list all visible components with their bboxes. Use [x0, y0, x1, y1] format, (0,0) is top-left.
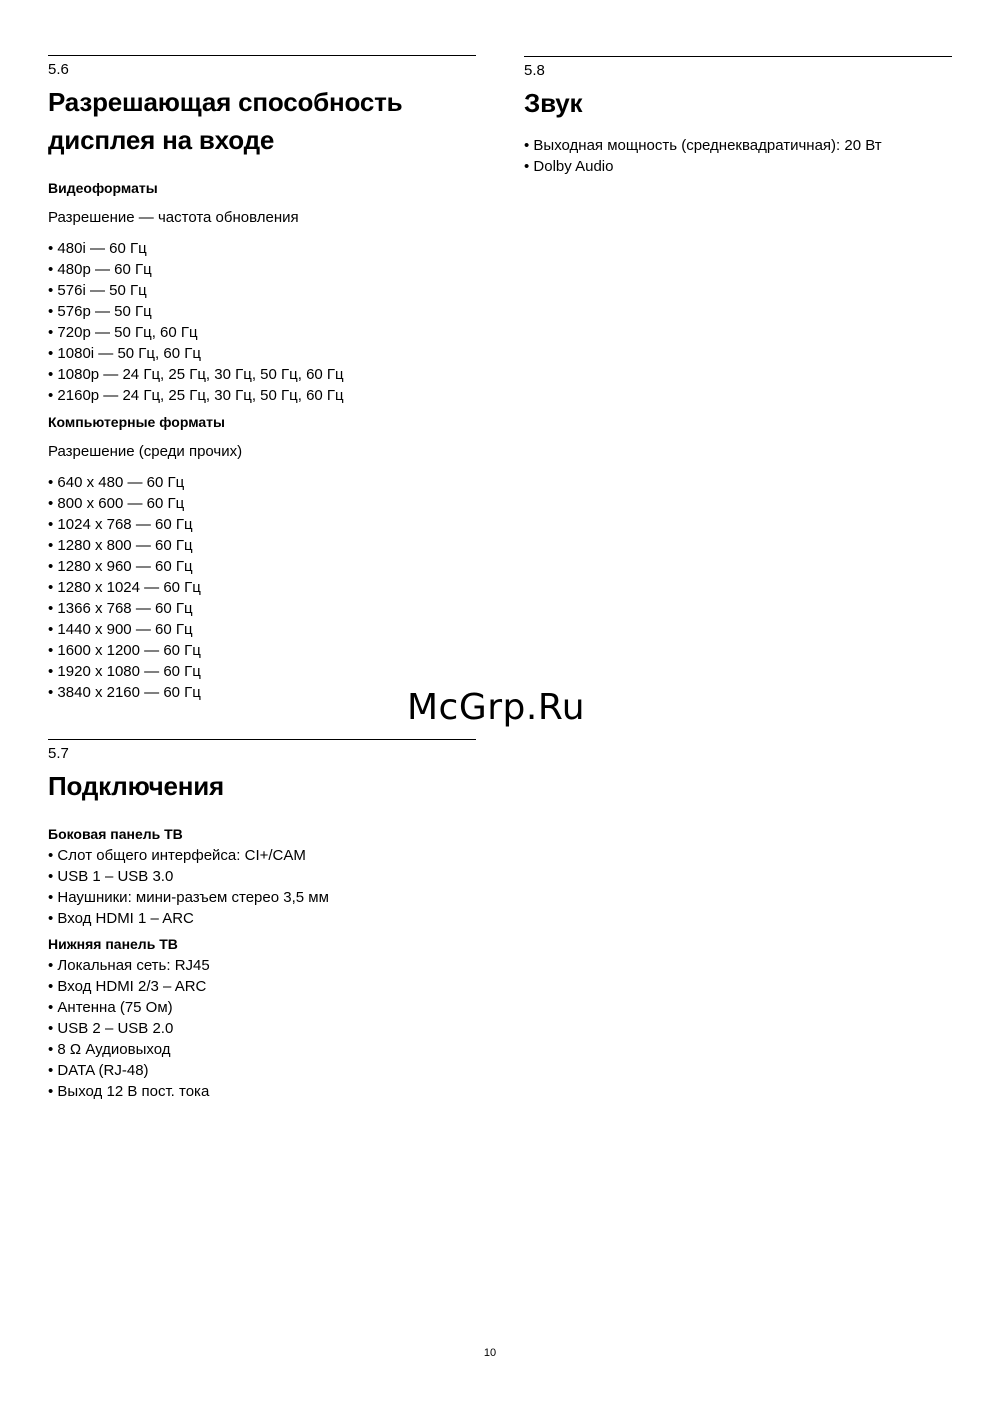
list-item: • 720p — 50 Гц, 60 Гц: [48, 322, 344, 343]
section-rule-5-7: [48, 739, 476, 740]
list-item: • 1280 x 800 — 60 Гц: [48, 535, 201, 556]
video-formats-heading: Видеоформаты: [48, 180, 158, 196]
list-item: • 8 Ω Аудиовыход: [48, 1039, 210, 1060]
list-item: • 480i — 60 Гц: [48, 238, 344, 259]
list-item: • USB 1 – USB 3.0: [48, 866, 329, 887]
list-item: • Dolby Audio: [524, 156, 882, 177]
list-item: • 1600 x 1200 — 60 Гц: [48, 640, 201, 661]
computer-formats-list: [48, 472, 201, 703]
section-number-5-6: 5.6: [48, 61, 69, 78]
video-formats-intro: Разрешение — частота обновления: [48, 209, 299, 226]
list-item: • Выход 12 В пост. тока: [48, 1081, 210, 1102]
list-item: • 1440 x 900 — 60 Гц: [48, 619, 201, 640]
list-item: • 640 x 480 — 60 Гц: [48, 472, 201, 493]
page-number: 10: [483, 1347, 497, 1359]
list-item: • Слот общего интерфейса: CI+/CAM: [48, 845, 329, 866]
watermark: McGrp.Ru: [407, 687, 586, 728]
section-number-5-8: 5.8: [524, 62, 545, 79]
list-item: • 1080i — 50 Гц, 60 Гц: [48, 343, 344, 364]
list-item: • 576p — 50 Гц: [48, 301, 344, 322]
section-rule-5-6: [48, 55, 476, 56]
list-item: • DATA (RJ-48): [48, 1060, 210, 1081]
list-item: • Антенна (75 Ом): [48, 997, 210, 1018]
list-item: • 800 x 600 — 60 Гц: [48, 493, 201, 514]
list-item: • 1024 x 768 — 60 Гц: [48, 514, 201, 535]
side-panel-list: [48, 845, 329, 929]
list-item: • 2160p — 24 Гц, 25 Гц, 30 Гц, 50 Гц, 60 Гц: [48, 385, 344, 406]
computer-formats-heading: Компьютерные форматы: [48, 414, 225, 430]
section-title-5-6-line1: Разрешающая способность: [48, 87, 403, 117]
list-item: • 1920 x 1080 — 60 Гц: [48, 661, 201, 682]
list-item: • Вход HDMI 2/3 – ARC: [48, 976, 210, 997]
section-rule-5-8: [524, 56, 952, 57]
list-item: • 576i — 50 Гц: [48, 280, 344, 301]
list-item: • 1366 x 768 — 60 Гц: [48, 598, 201, 619]
section-title-5-6-line2: дисплея на входе: [48, 125, 275, 155]
list-item: • USB 2 – USB 2.0: [48, 1018, 210, 1039]
sound-list: [524, 135, 882, 177]
computer-formats-intro: Разрешение (среди прочих): [48, 443, 243, 460]
section-title-5-7: Подключения: [48, 771, 225, 801]
list-item: • Наушники: мини-разъем стерео 3,5 мм: [48, 887, 329, 908]
bottom-panel-heading: Нижняя панель ТВ: [48, 936, 178, 952]
list-item: • 1280 x 960 — 60 Гц: [48, 556, 201, 577]
list-item: • Выходная мощность (среднеквадратичная): 20 Вт: [524, 135, 882, 156]
video-formats-list: [48, 238, 344, 406]
bottom-panel-list: [48, 955, 210, 1102]
list-item: • 1280 x 1024 — 60 Гц: [48, 577, 201, 598]
list-item: • 3840 x 2160 — 60 Гц: [48, 682, 201, 703]
section-title-5-8: Звук: [524, 88, 583, 118]
list-item: • 480p — 60 Гц: [48, 259, 344, 280]
list-item: • Вход HDMI 1 – ARC: [48, 908, 329, 929]
list-item: • 1080p — 24 Гц, 25 Гц, 30 Гц, 50 Гц, 60 Гц: [48, 364, 344, 385]
section-number-5-7: 5.7: [48, 745, 69, 762]
list-item: • Локальная сеть: RJ45: [48, 955, 210, 976]
side-panel-heading: Боковая панель ТВ: [48, 826, 183, 842]
